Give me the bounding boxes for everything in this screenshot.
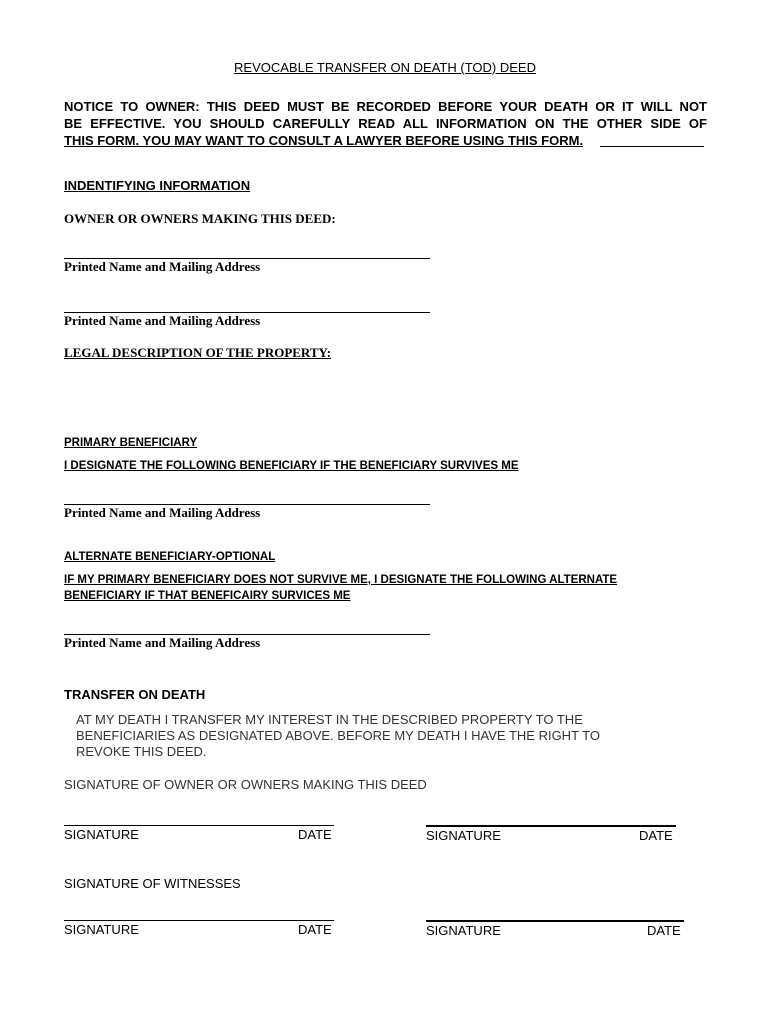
witness-date-2-label: DATE bbox=[647, 923, 681, 938]
document-title: REVOCABLE TRANSFER ON DEATH (TOD) DEED bbox=[234, 60, 536, 75]
owner-signatures-label: SIGNATURE OF OWNER OR OWNERS MAKING THIS DEED bbox=[64, 777, 427, 792]
witness-signature-2-line[interactable] bbox=[426, 920, 684, 922]
notice-underline-fill bbox=[600, 146, 704, 147]
owner-signature-2-line[interactable] bbox=[426, 825, 676, 827]
transfer-heading: TRANSFER ON DEATH bbox=[64, 687, 206, 702]
notice-line-1: NOTICE TO OWNER: THIS DEED MUST BE RECORDED BEFORE YOUR DEATH OR IT WILL NOT bbox=[64, 99, 707, 114]
transfer-text-line-2: BENEFICIARIES AS DESIGNATED ABOVE. BEFORE MY DEATH I HAVE THE RIGHT TO bbox=[76, 728, 600, 743]
alternate-beneficiary-caption: Printed Name and Mailing Address bbox=[64, 635, 261, 650]
owners-label: OWNER OR OWNERS MAKING THIS DEED: bbox=[64, 211, 336, 226]
witness-signature-1-line[interactable] bbox=[64, 920, 334, 921]
witness-date-1-label: DATE bbox=[298, 922, 332, 937]
witness-signatures-label: SIGNATURE OF WITNESSES bbox=[64, 876, 241, 891]
owner-date-2-label: DATE bbox=[639, 828, 673, 843]
legal-description-heading: LEGAL DESCRIPTION OF THE PROPERTY: bbox=[64, 345, 332, 360]
transfer-text-line-3: REVOKE THIS DEED. bbox=[76, 744, 207, 759]
primary-designation: I DESIGNATE THE FOLLOWING BENEFICIARY IF THE BENEFICIARY SURVIVES ME bbox=[64, 460, 519, 472]
witness-signature-2-label: SIGNATURE bbox=[426, 923, 501, 938]
alternate-designation-line-1: IF MY PRIMARY BENEFICIARY DOES NOT SURVIVE ME, I DESIGNATE THE FOLLOWING ALTERNATE bbox=[64, 574, 618, 586]
owner-2-caption: Printed Name and Mailing Address bbox=[64, 313, 261, 328]
alternate-beneficiary-heading: ALTERNATE BENEFICIARY-OPTIONAL bbox=[64, 551, 276, 563]
witness-signature-1-label: SIGNATURE bbox=[64, 922, 139, 937]
alternate-designation-line-2: BENEFICIARY IF THAT BENEFICAIRY SURVICES ME bbox=[64, 590, 351, 602]
notice-line-3: THIS FORM. YOU MAY WANT TO CONSULT A LAWYER BEFORE USING THIS FORM. bbox=[64, 133, 584, 148]
transfer-text-line-1: AT MY DEATH I TRANSFER MY INTEREST IN THE DESCRIBED PROPERTY TO THE bbox=[76, 712, 583, 727]
owner-signature-1-line[interactable] bbox=[64, 825, 334, 826]
primary-beneficiary-heading: PRIMARY BENEFICIARY bbox=[64, 437, 198, 449]
identifying-heading: INDENTIFYING INFORMATION bbox=[64, 178, 251, 193]
primary-beneficiary-caption: Printed Name and Mailing Address bbox=[64, 505, 261, 520]
owner-signature-2-label: SIGNATURE bbox=[426, 828, 501, 843]
owner-date-1-label: DATE bbox=[298, 827, 332, 842]
notice-line-2: BE EFFECTIVE. YOU SHOULD CAREFULLY READ ALL INFORMATION ON THE OTHER SIDE OF bbox=[64, 116, 707, 131]
owner-signature-1-label: SIGNATURE bbox=[64, 827, 139, 842]
notice-to-owner bbox=[64, 98, 707, 149]
owner-1-caption: Printed Name and Mailing Address bbox=[64, 259, 261, 274]
